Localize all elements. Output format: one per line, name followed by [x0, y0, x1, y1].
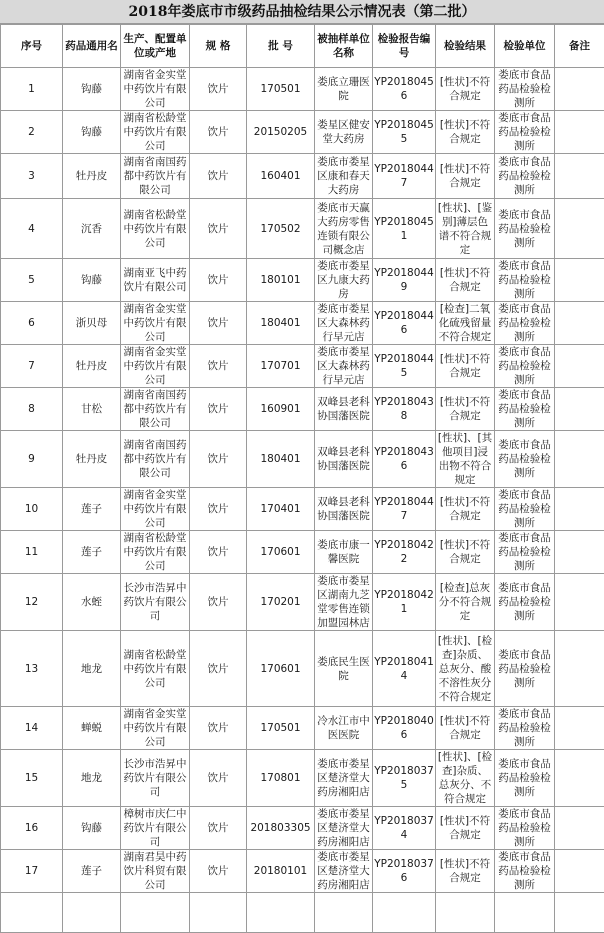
- cell-drug-name: 钩藤: [63, 807, 121, 850]
- cell-manufacturer: 长沙市浩昇中药饮片有限公司: [121, 574, 190, 631]
- cell-sampled-unit: 娄底市娄星区大森林药行早元店: [315, 302, 373, 345]
- cell-row-index: 15: [1, 750, 63, 807]
- cell-lab: 娄底市食品药品检验检测所: [495, 531, 555, 574]
- cell-spec: 饮片: [190, 631, 247, 707]
- cell-drug-name: 牡丹皮: [63, 431, 121, 488]
- cell-lab: 娄底市食品药品检验检测所: [495, 431, 555, 488]
- cell-spec: 饮片: [190, 750, 247, 807]
- cell-drug-name: 水蛭: [63, 574, 121, 631]
- results-table: [0, 24, 604, 933]
- cell-report-no: YP20180451: [373, 199, 436, 259]
- cell-batch-no: 180401: [247, 431, 315, 488]
- cell-row-index: 4: [1, 199, 63, 259]
- table-row: [1, 850, 604, 893]
- cell-report-no: YP20180375: [373, 750, 436, 807]
- header-cell-drug-name: 药品通用名: [63, 25, 121, 68]
- cell-row-index: 3: [1, 154, 63, 199]
- cell-sampled-unit: 双峰县老科协国藩医院: [315, 388, 373, 431]
- cell-empty: [1, 893, 63, 933]
- cell-report-no: YP20180421: [373, 574, 436, 631]
- cell-drug-name: 牡丹皮: [63, 345, 121, 388]
- cell-spec: 饮片: [190, 345, 247, 388]
- table-row: [1, 302, 604, 345]
- cell-remarks: [555, 154, 604, 199]
- cell-drug-name: 钩藤: [63, 68, 121, 111]
- cell-lab: 娄底市食品药品检验检测所: [495, 68, 555, 111]
- header-row: [1, 25, 604, 68]
- cell-result: [性状]不符合规定: [436, 345, 495, 388]
- cell-empty: [63, 893, 121, 933]
- cell-row-index: 6: [1, 302, 63, 345]
- cell-drug-name: 甘松: [63, 388, 121, 431]
- cell-result: [性状]、[检查]杂质、总灰分、不符合规定: [436, 750, 495, 807]
- table-row: [1, 707, 604, 750]
- cell-drug-name: 沉香: [63, 199, 121, 259]
- cell-lab: 娄底市食品药品检验检测所: [495, 154, 555, 199]
- cell-report-no: YP20180422: [373, 531, 436, 574]
- table-row: [1, 111, 604, 154]
- cell-empty: [190, 893, 247, 933]
- cell-remarks: [555, 531, 604, 574]
- cell-remarks: [555, 388, 604, 431]
- cell-lab: 娄底市食品药品检验检测所: [495, 807, 555, 850]
- cell-manufacturer: 湖南亚飞中药饮片有限公司: [121, 259, 190, 302]
- cell-lab: 娄底市食品药品检验检测所: [495, 259, 555, 302]
- cell-batch-no: 170601: [247, 531, 315, 574]
- table-row: [1, 68, 604, 111]
- cell-batch-no: 170501: [247, 68, 315, 111]
- cell-manufacturer: 湖南君昊中药饮片科贸有限公司: [121, 850, 190, 893]
- cell-remarks: [555, 431, 604, 488]
- cell-remarks: [555, 199, 604, 259]
- cell-manufacturer: 长沙市浩昇中药饮片有限公司: [121, 750, 190, 807]
- cell-manufacturer: 湖南省金实堂中药饮片有限公司: [121, 302, 190, 345]
- cell-sampled-unit: 双峰县老科协国藩医院: [315, 431, 373, 488]
- cell-result: [性状]、[检查]杂质、总灰分、酸不溶性灰分不符合规定: [436, 631, 495, 707]
- cell-spec: 饮片: [190, 111, 247, 154]
- cell-remarks: [555, 345, 604, 388]
- cell-batch-no: 170502: [247, 199, 315, 259]
- table-row: [1, 154, 604, 199]
- cell-result: [性状]不符合规定: [436, 531, 495, 574]
- cell-report-no: YP20180447: [373, 488, 436, 531]
- cell-batch-no: 180401: [247, 302, 315, 345]
- cell-spec: 饮片: [190, 707, 247, 750]
- cell-drug-name: 地龙: [63, 750, 121, 807]
- cell-row-index: 17: [1, 850, 63, 893]
- table-row: [1, 574, 604, 631]
- cell-remarks: [555, 807, 604, 850]
- header-cell-manufacturer: 生产、配置单位或产地: [121, 25, 190, 68]
- cell-sampled-unit: 娄底市娄星区九康大药房: [315, 259, 373, 302]
- table-row: [1, 345, 604, 388]
- cell-drug-name: 地龙: [63, 631, 121, 707]
- cell-result: [性状]不符合规定: [436, 707, 495, 750]
- cell-empty: [247, 893, 315, 933]
- cell-sampled-unit: 娄底市天赢大药房零售连锁有限公司概念店: [315, 199, 373, 259]
- cell-remarks: [555, 707, 604, 750]
- cell-manufacturer: 湖南省松龄堂中药饮片有限公司: [121, 631, 190, 707]
- cell-sampled-unit: 娄底市娄星区楚济堂大药房湘阳店: [315, 807, 373, 850]
- cell-spec: 饮片: [190, 154, 247, 199]
- header-cell-remarks: 备注: [555, 25, 604, 68]
- cell-row-index: 7: [1, 345, 63, 388]
- cell-drug-name: 莲子: [63, 850, 121, 893]
- cell-spec: 饮片: [190, 431, 247, 488]
- cell-remarks: [555, 68, 604, 111]
- table-row: [1, 431, 604, 488]
- cell-result: [性状]不符合规定: [436, 388, 495, 431]
- table-row: [1, 631, 604, 707]
- cell-empty: [373, 893, 436, 933]
- cell-drug-name: 牡丹皮: [63, 154, 121, 199]
- table-row-empty: [1, 893, 604, 933]
- cell-spec: 饮片: [190, 807, 247, 850]
- cell-spec: 饮片: [190, 68, 247, 111]
- cell-remarks: [555, 750, 604, 807]
- cell-report-no: YP20180414: [373, 631, 436, 707]
- cell-report-no: YP20180436: [373, 431, 436, 488]
- cell-manufacturer: 湖南省金实堂中药饮片有限公司: [121, 488, 190, 531]
- table-body: [1, 68, 604, 933]
- cell-manufacturer: 湖南省松龄堂中药饮片有限公司: [121, 111, 190, 154]
- cell-batch-no: 20150205: [247, 111, 315, 154]
- cell-batch-no: 170401: [247, 488, 315, 531]
- cell-remarks: [555, 850, 604, 893]
- cell-sampled-unit: 娄星区健安堂大药房: [315, 111, 373, 154]
- cell-batch-no: 20180101: [247, 850, 315, 893]
- cell-spec: 饮片: [190, 388, 247, 431]
- cell-spec: 饮片: [190, 259, 247, 302]
- cell-spec: 饮片: [190, 574, 247, 631]
- cell-remarks: [555, 259, 604, 302]
- table-title: 2018年娄底市市级药品抽检结果公示情况表（第二批）: [0, 0, 604, 24]
- cell-result: [性状]不符合规定: [436, 850, 495, 893]
- cell-row-index: 10: [1, 488, 63, 531]
- cell-row-index: 12: [1, 574, 63, 631]
- cell-lab: 娄底市食品药品检验检测所: [495, 850, 555, 893]
- cell-sampled-unit: 娄底市娄星区康和春天大药房: [315, 154, 373, 199]
- cell-result: [性状]不符合规定: [436, 154, 495, 199]
- cell-remarks: [555, 488, 604, 531]
- cell-batch-no: 170501: [247, 707, 315, 750]
- cell-report-no: YP20180406: [373, 707, 436, 750]
- cell-lab: 娄底市食品药品检验检测所: [495, 750, 555, 807]
- cell-lab: 娄底市食品药品检验检测所: [495, 302, 555, 345]
- cell-batch-no: 170601: [247, 631, 315, 707]
- cell-manufacturer: 湖南省金实堂中药饮片有限公司: [121, 707, 190, 750]
- cell-lab: 娄底市食品药品检验检测所: [495, 488, 555, 531]
- cell-spec: 饮片: [190, 488, 247, 531]
- cell-batch-no: 180101: [247, 259, 315, 302]
- cell-row-index: 9: [1, 431, 63, 488]
- cell-row-index: 2: [1, 111, 63, 154]
- table-row: [1, 807, 604, 850]
- cell-manufacturer: 湖南省南国药都中药饮片有限公司: [121, 431, 190, 488]
- cell-empty: [436, 893, 495, 933]
- cell-lab: 娄底市食品药品检验检测所: [495, 345, 555, 388]
- cell-manufacturer: 湖南省南国药都中药饮片有限公司: [121, 154, 190, 199]
- cell-report-no: YP20180447: [373, 154, 436, 199]
- cell-empty: [121, 893, 190, 933]
- cell-manufacturer: 湖南省金实堂中药饮片有限公司: [121, 68, 190, 111]
- cell-batch-no: 160401: [247, 154, 315, 199]
- header-cell-sampled-unit: 被抽样单位名称: [315, 25, 373, 68]
- header-cell-lab: 检验单位: [495, 25, 555, 68]
- cell-row-index: 8: [1, 388, 63, 431]
- cell-drug-name: 钩藤: [63, 111, 121, 154]
- cell-report-no: YP20180445: [373, 345, 436, 388]
- cell-remarks: [555, 302, 604, 345]
- cell-result: [性状]不符合规定: [436, 807, 495, 850]
- cell-remarks: [555, 631, 604, 707]
- cell-row-index: 13: [1, 631, 63, 707]
- cell-manufacturer: 湖南省松龄堂中药饮片有限公司: [121, 531, 190, 574]
- header-cell-report-no: 检验报告编号: [373, 25, 436, 68]
- cell-result: [性状]不符合规定: [436, 111, 495, 154]
- table-row: [1, 259, 604, 302]
- cell-row-index: 16: [1, 807, 63, 850]
- cell-row-index: 11: [1, 531, 63, 574]
- cell-manufacturer: 湖南省南国药都中药饮片有限公司: [121, 388, 190, 431]
- cell-lab: 娄底市食品药品检验检测所: [495, 707, 555, 750]
- cell-manufacturer: 湖南省金实堂中药饮片有限公司: [121, 345, 190, 388]
- cell-report-no: YP20180446: [373, 302, 436, 345]
- cell-batch-no: 170801: [247, 750, 315, 807]
- cell-lab: 娄底市食品药品检验检测所: [495, 111, 555, 154]
- cell-report-no: YP20180449: [373, 259, 436, 302]
- cell-spec: 饮片: [190, 850, 247, 893]
- cell-batch-no: 170201: [247, 574, 315, 631]
- cell-report-no: YP20180456: [373, 68, 436, 111]
- cell-lab: 娄底市食品药品检验检测所: [495, 574, 555, 631]
- cell-result: [检查]总灰分不符合规定: [436, 574, 495, 631]
- cell-sampled-unit: 双峰县老科协国藩医院: [315, 488, 373, 531]
- header-cell-batch: 批 号: [247, 25, 315, 68]
- table-row: [1, 199, 604, 259]
- cell-lab: 娄底市食品药品检验检测所: [495, 199, 555, 259]
- cell-result: [性状]、[其他项目]浸出物不符合规定: [436, 431, 495, 488]
- cell-empty: [555, 893, 604, 933]
- cell-batch-no: 170701: [247, 345, 315, 388]
- cell-report-no: YP20180376: [373, 850, 436, 893]
- cell-result: [检查]二氧化硫残留量不符合规定: [436, 302, 495, 345]
- table-row: [1, 388, 604, 431]
- cell-drug-name: 钩藤: [63, 259, 121, 302]
- table-row: [1, 531, 604, 574]
- cell-spec: 饮片: [190, 531, 247, 574]
- cell-manufacturer: 湖南省松龄堂中药饮片有限公司: [121, 199, 190, 259]
- cell-report-no: YP20180455: [373, 111, 436, 154]
- cell-row-index: 5: [1, 259, 63, 302]
- cell-drug-name: 浙贝母: [63, 302, 121, 345]
- cell-result: [性状]不符合规定: [436, 259, 495, 302]
- header-cell-spec: 规 格: [190, 25, 247, 68]
- cell-batch-no: 201803305: [247, 807, 315, 850]
- cell-lab: 娄底市食品药品检验检测所: [495, 631, 555, 707]
- cell-spec: 饮片: [190, 199, 247, 259]
- table-row: [1, 750, 604, 807]
- cell-sampled-unit: 娄底立珊医院: [315, 68, 373, 111]
- cell-empty: [315, 893, 373, 933]
- cell-manufacturer: 樟树市庆仁中药饮片有限公司: [121, 807, 190, 850]
- cell-sampled-unit: 娄底市娄星区大森林药行早元店: [315, 345, 373, 388]
- cell-lab: 娄底市食品药品检验检测所: [495, 388, 555, 431]
- cell-report-no: YP20180438: [373, 388, 436, 431]
- header-cell-index: 序号: [1, 25, 63, 68]
- cell-batch-no: 160901: [247, 388, 315, 431]
- cell-result: [性状]不符合规定: [436, 488, 495, 531]
- cell-remarks: [555, 111, 604, 154]
- cell-sampled-unit: 娄底民生医院: [315, 631, 373, 707]
- cell-row-index: 14: [1, 707, 63, 750]
- cell-sampled-unit: 冷水江市中医医院: [315, 707, 373, 750]
- cell-drug-name: 蝉蜕: [63, 707, 121, 750]
- cell-report-no: YP20180374: [373, 807, 436, 850]
- cell-sampled-unit: 娄底市娄星区楚济堂大药房湘阳店: [315, 850, 373, 893]
- cell-remarks: [555, 574, 604, 631]
- cell-empty: [495, 893, 555, 933]
- header-cell-result: 检验结果: [436, 25, 495, 68]
- cell-result: [性状]、[鉴别]薄层色谱不符合规定: [436, 199, 495, 259]
- cell-sampled-unit: 娄底市娄星区湖南九芝堂零售连锁加盟园林店: [315, 574, 373, 631]
- cell-result: [性状]不符合规定: [436, 68, 495, 111]
- cell-drug-name: 莲子: [63, 488, 121, 531]
- table-row: [1, 488, 604, 531]
- cell-spec: 饮片: [190, 302, 247, 345]
- cell-drug-name: 莲子: [63, 531, 121, 574]
- cell-row-index: 1: [1, 68, 63, 111]
- cell-sampled-unit: 娄底市娄星区楚济堂大药房湘阳店: [315, 750, 373, 807]
- cell-sampled-unit: 娄底市康一馨医院: [315, 531, 373, 574]
